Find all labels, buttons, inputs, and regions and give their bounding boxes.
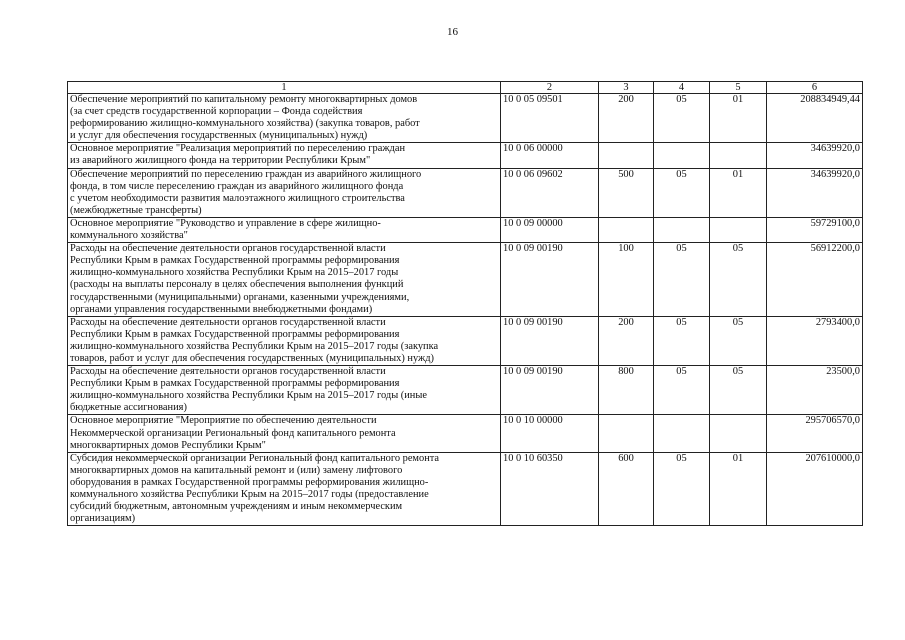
table-row (68, 168, 863, 217)
table-row (68, 217, 863, 242)
column-header-4: 4 (654, 82, 710, 94)
row-description: Основное мероприятие "Мероприятие по обеспечению деятельности Некоммерческой организации Региональный фонд капитального ремонта многоквартирных домов Республики Крым" (68, 415, 501, 452)
expense-type: 500 (599, 168, 654, 217)
column-header-1: 1 (68, 82, 501, 94)
row-description: Расходы на обеспечение деятельности органов государственной власти Республики Крым в рамках Государственной программы реформирования жилищно-коммунального хозяйства Республики Крым на 2015–2017 годы (иные бюджетные ассигнования) (68, 366, 501, 415)
section (654, 415, 710, 452)
table-row (68, 143, 863, 168)
subsection: 01 (710, 452, 767, 526)
column-header-2: 2 (501, 82, 599, 94)
header-row (68, 82, 863, 94)
column-header-6: 6 (767, 82, 863, 94)
subsection: 05 (710, 243, 767, 317)
subsection (710, 415, 767, 452)
row-description: Обеспечение мероприятий по капитальному ремонту многоквартирных домов (за счет средств государственной корпорации – Фонда содействия реформированию жилищно-коммунального хозяйства) (закупка товаров, работ и услуг для обеспечения государственных (муниципальных) нужд) (68, 94, 501, 143)
section: 05 (654, 243, 710, 317)
row-description: Основное мероприятие "Реализация мероприятий по переселению граждан из аварийного жилищного фонда на территории Республики Крым" (68, 143, 501, 168)
amount: 208834949,44 (767, 94, 863, 143)
target-article-code: 10 0 05 09501 (501, 94, 599, 143)
page-number: 16 (447, 26, 458, 38)
subsection: 01 (710, 168, 767, 217)
expense-type: 200 (599, 316, 654, 365)
section: 05 (654, 452, 710, 526)
amount: 34639920,0 (767, 168, 863, 217)
row-description: Расходы на обеспечение деятельности органов государственной власти Республики Крым в рамках Государственной программы реформирования жилищно-коммунального хозяйства Республики Крым на 2015–2017 годы (расходы на выплаты персоналу в целях обеспечения выполнения функций государственными (муниципальными) органами, казенными учреждениями, органами управления государственными внебюджетными фондами) (68, 243, 501, 317)
section: 05 (654, 168, 710, 217)
section: 05 (654, 316, 710, 365)
row-description: Субсидия некоммерческой организации Региональный фонд капитального ремонта многоквартирных домов на капитальный ремонт и (или) замену лифтового оборудования в рамках Государственной программы реформирования жилищно- коммунального хозяйства Республики Крым на 2015–2017 годы (предоставление субсидий бюджетным, автономным учреждениям и иным некоммерческим организациям) (68, 452, 501, 526)
amount: 207610000,0 (767, 452, 863, 526)
target-article-code: 10 0 09 00190 (501, 243, 599, 317)
target-article-code: 10 0 09 00000 (501, 217, 599, 242)
target-article-code: 10 0 09 00190 (501, 316, 599, 365)
amount: 59729100,0 (767, 217, 863, 242)
section: 05 (654, 366, 710, 415)
table-row (68, 94, 863, 143)
budget-table (67, 81, 863, 526)
amount: 23500,0 (767, 366, 863, 415)
amount: 56912200,0 (767, 243, 863, 317)
column-header-3: 3 (599, 82, 654, 94)
expense-type: 200 (599, 94, 654, 143)
subsection: 05 (710, 366, 767, 415)
expense-type: 100 (599, 243, 654, 317)
expense-type (599, 217, 654, 242)
expense-type: 600 (599, 452, 654, 526)
expense-type: 800 (599, 366, 654, 415)
section (654, 143, 710, 168)
target-article-code: 10 0 09 00190 (501, 366, 599, 415)
section: 05 (654, 94, 710, 143)
amount: 2793400,0 (767, 316, 863, 365)
target-article-code: 10 0 10 60350 (501, 452, 599, 526)
expense-type (599, 415, 654, 452)
table-row (68, 415, 863, 452)
subsection: 05 (710, 316, 767, 365)
row-description: Основное мероприятие "Руководство и управление в сфере жилищно- коммунального хозяйства" (68, 217, 501, 242)
amount: 295706570,0 (767, 415, 863, 452)
target-article-code: 10 0 06 00000 (501, 143, 599, 168)
target-article-code: 10 0 10 00000 (501, 415, 599, 452)
target-article-code: 10 0 06 09602 (501, 168, 599, 217)
expense-type (599, 143, 654, 168)
subsection (710, 143, 767, 168)
column-header-5: 5 (710, 82, 767, 94)
table-row (68, 366, 863, 415)
table-row (68, 452, 863, 526)
section (654, 217, 710, 242)
table-row (68, 243, 863, 317)
row-description: Расходы на обеспечение деятельности органов государственной власти Республики Крым в рамках Государственной программы реформирования жилищно-коммунального хозяйства Республики Крым на 2015–2017 годы (закупка товаров, работ и услуг для обеспечения государственных (муниципальных) нужд) (68, 316, 501, 365)
amount: 34639920,0 (767, 143, 863, 168)
row-description: Обеспечение мероприятий по переселению граждан из аварийного жилищного фонда, в том числе переселению граждан из аварийного жилищного фонда с учетом необходимости развития малоэтажного жилищного строительства (межбюджетные трансферты) (68, 168, 501, 217)
subsection (710, 217, 767, 242)
table-row (68, 316, 863, 365)
subsection: 01 (710, 94, 767, 143)
